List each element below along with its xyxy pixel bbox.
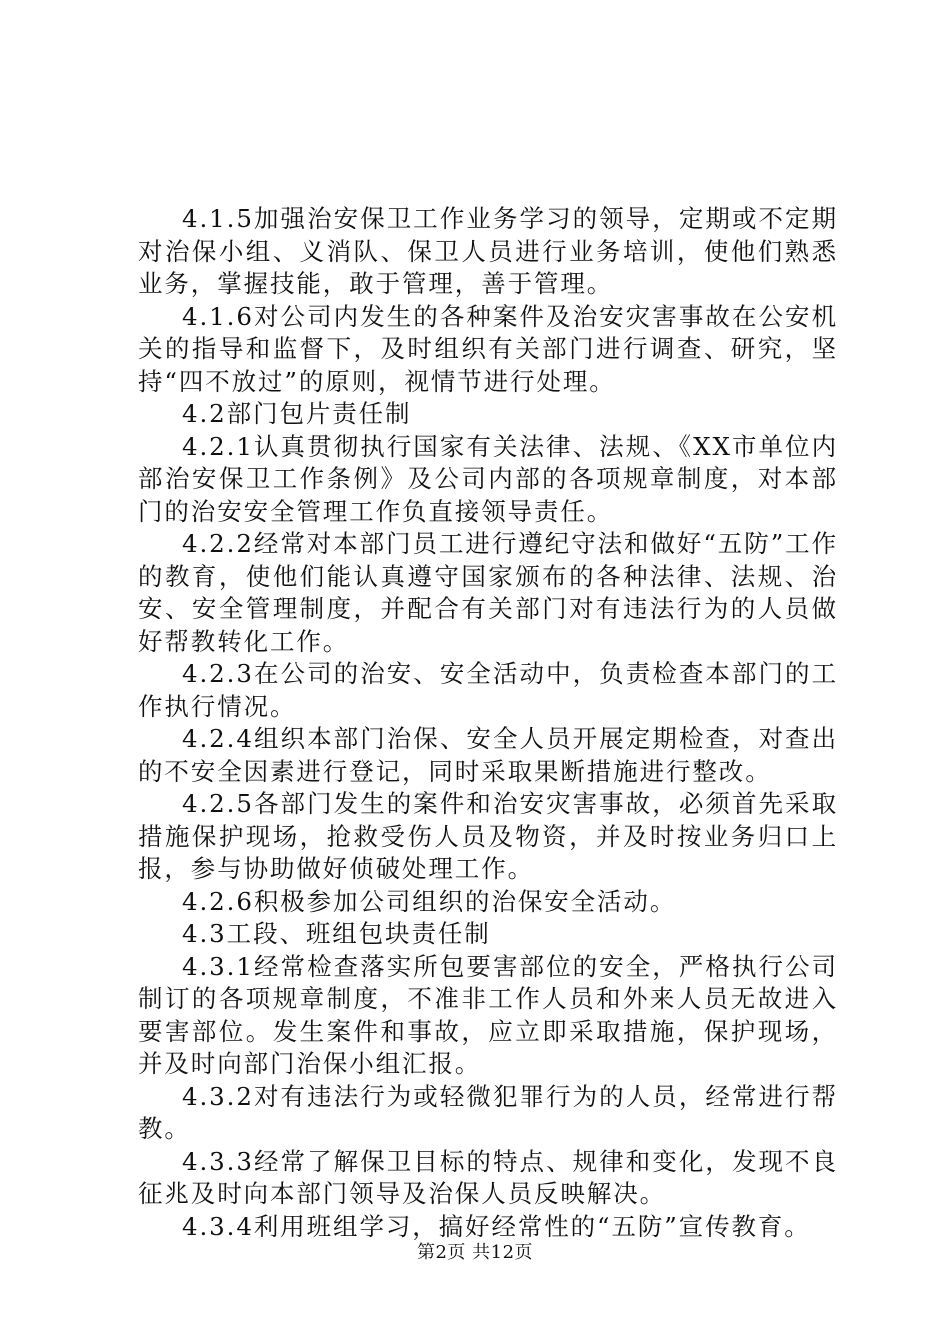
section-heading-4-3: 4.3工段、班组包块责任制 [182, 919, 491, 948]
paragraph-4-3-3: 4.3.3经常了解保卫目标的特点、规律和变化，发现不良征兆及时向本部门领导及治保人员反映解决。 [138, 1146, 838, 1208]
page-number-footer: 第2页 共12页 [416, 1242, 534, 1263]
paragraph-4-3-4: 4.3.4利用班组学习，搞好经常性的“五防”宣传教育。 [182, 1211, 811, 1241]
paragraph-4-2-5: 4.2.5各部门发生的案件和治安灾害事故，必须首先采取措施保护现场，抢救受伤人员及物资，并及时按业务归口上报，参与协助做好侦破处理工作。 [138, 789, 838, 883]
paragraph-4-3-2: 4.3.2对有违法行为或轻微犯罪行为的人员，经常进行帮教。 [138, 1081, 838, 1143]
paragraph-4-2-1: 4.2.1认真贯彻执行国家有关法律、法规、《XX市单位内部治安保卫工作条例》及公司内部的各项规章制度，对本部门的治安安全管理工作负直接领导责任。 [138, 431, 838, 526]
document-body [138, 203, 838, 1243]
paragraph-4-2-6: 4.2.6积极参加公司组织的治保安全活动。 [182, 886, 677, 916]
paragraph-4-1-5: 4.1.5加强治安保卫工作业务学习的领导，定期或不定期对治保小组、义消队、保卫人员进行业务培训，使他们熟悉业务，掌握技能，敢于管理，善于管理。 [138, 204, 838, 298]
paragraph-4-2-3: 4.2.3在公司的治安、安全活动中，负责检查本部门的工作执行情况。 [138, 659, 838, 721]
paragraph-4-3-1: 4.3.1经常检查落实所包要害部位的安全，严格执行公司制订的各项规章制度，不准非工作人员和外来人员无故进入要害部位。发生案件和事故，应立即采取措施，保护现场，并及时向部门治保小组汇报。 [138, 951, 838, 1078]
paragraph-4-2-4: 4.2.4组织本部门治保、安全人员开展定期检查，对查出的不安全因素进行登记，同时采取果断措施进行整改。 [138, 724, 838, 786]
paragraph-4-2-2: 4.2.2经常对本部门员工进行遵纪守法和做好“五防”工作的教育，使他们能认真遵守国家颁布的各种法律、法规、治安、安全管理制度，并配合有关部门对有违法行为的人员做好帮教转化工作。 [138, 529, 838, 656]
paragraph-4-1-6: 4.1.6对公司内发生的各种案件及治安灾害事故在公安机关的指导和监督下，及时组织有关部门进行调查、研究，坚持“四不放过”的原则，视情节进行处理。 [138, 301, 838, 396]
section-heading-4-2: 4.2部门包片责任制 [182, 399, 412, 428]
